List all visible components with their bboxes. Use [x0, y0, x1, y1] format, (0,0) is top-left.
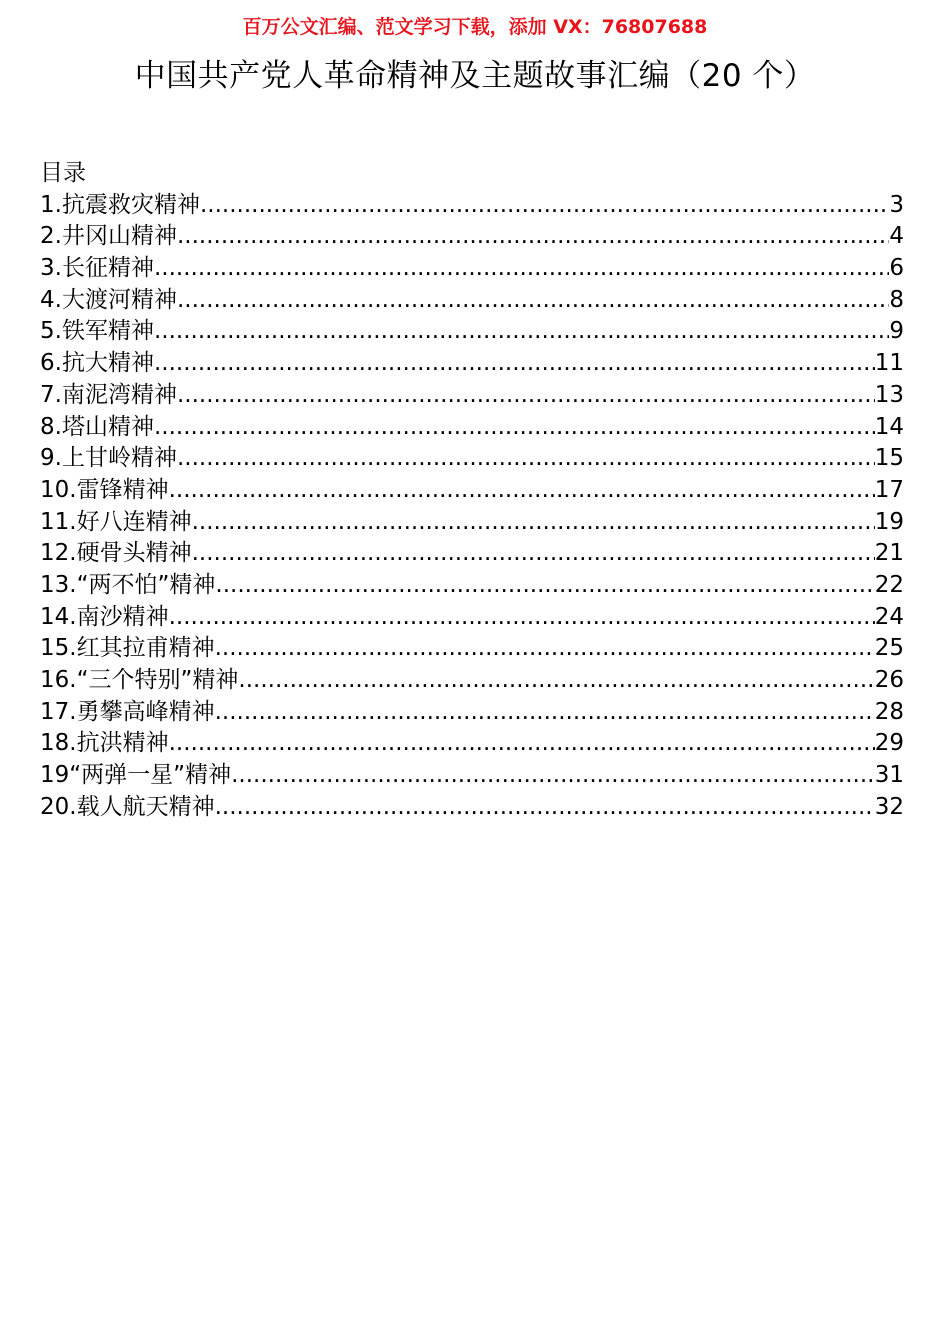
toc-dot-leader — [177, 443, 875, 475]
toc-page-number: 24 — [874, 603, 904, 630]
toc-entry-label: 15.红其拉甫精神 — [40, 635, 215, 662]
toc-page-number: 22 — [874, 571, 904, 598]
toc-entry[interactable] — [40, 443, 904, 475]
toc-page-number: 32 — [874, 793, 904, 820]
toc-entry-label: 7.南泥湾精神 — [40, 381, 177, 408]
toc-page-number: 17 — [874, 476, 904, 503]
table-of-contents — [40, 158, 904, 823]
toc-entry-label: 17.勇攀高峰精神 — [40, 698, 215, 725]
toc-dot-leader — [200, 190, 889, 222]
toc-dot-leader — [154, 412, 875, 444]
toc-entry-label: 10.雷锋精神 — [40, 476, 169, 503]
toc-entry-label: 8.塔山精神 — [40, 413, 154, 440]
toc-dot-leader — [177, 221, 889, 253]
toc-entry-label: 3.长征精神 — [40, 255, 154, 282]
toc-dot-leader — [154, 253, 889, 285]
toc-page-number: 26 — [874, 667, 904, 693]
toc-entry[interactable] — [40, 316, 904, 348]
toc-entry-label: 16.“三个特别”精神 — [40, 667, 239, 693]
toc-page-number: 28 — [874, 698, 904, 725]
toc-entry[interactable] — [40, 412, 904, 444]
toc-entry[interactable] — [40, 253, 904, 285]
toc-page-number: 14 — [874, 413, 904, 440]
toc-page-number: 31 — [874, 762, 904, 789]
toc-page-number: 15 — [874, 445, 904, 472]
toc-list — [40, 190, 904, 824]
toc-entry-label: 4.大渡河精神 — [40, 286, 177, 313]
toc-page-number: 13 — [874, 381, 904, 408]
toc-page-number: 19 — [874, 508, 904, 535]
toc-dot-leader — [192, 507, 875, 539]
toc-entry-label: 14.南沙精神 — [40, 603, 169, 630]
toc-page-number: 9 — [889, 318, 904, 345]
toc-entry[interactable] — [40, 380, 904, 412]
toc-dot-leader — [215, 697, 875, 729]
toc-dot-leader — [231, 760, 875, 792]
toc-dot-leader — [215, 570, 874, 602]
toc-entry[interactable] — [40, 792, 904, 824]
toc-dot-leader — [192, 538, 875, 570]
toc-entry-label: 18.抗洪精神 — [40, 730, 169, 757]
toc-entry-label: 20.载人航天精神 — [40, 793, 215, 820]
toc-entry-label: 19“两弹一星”精神 — [40, 762, 232, 789]
toc-entry-label: 2.井冈山精神 — [40, 223, 177, 250]
toc-entry[interactable] — [40, 760, 904, 792]
toc-dot-leader — [215, 633, 875, 665]
toc-dot-leader — [169, 475, 875, 507]
toc-dot-leader — [154, 348, 875, 380]
toc-page-number: 6 — [889, 255, 904, 282]
toc-entry[interactable] — [40, 665, 904, 697]
toc-page-number: 25 — [874, 635, 904, 662]
toc-entry-label: 9.上甘岭精神 — [40, 445, 177, 472]
toc-entry[interactable] — [40, 602, 904, 634]
watermark-banner: 百万公文汇编、范文学习下载，添加 VX：76807688 — [242, 16, 708, 38]
toc-entry[interactable] — [40, 728, 904, 760]
toc-dot-leader — [238, 665, 874, 697]
toc-page-number: 4 — [889, 223, 904, 250]
toc-entry[interactable] — [40, 538, 904, 570]
toc-entry-label: 11.好八连精神 — [40, 508, 192, 535]
toc-entry[interactable] — [40, 221, 904, 253]
toc-entry[interactable] — [40, 570, 904, 602]
toc-entry[interactable] — [40, 348, 904, 380]
toc-entry[interactable] — [40, 190, 904, 222]
toc-page-number: 21 — [874, 540, 904, 567]
toc-page-number: 3 — [889, 191, 904, 218]
toc-entry-label: 1.抗震救灾精神 — [40, 191, 200, 218]
toc-dot-leader — [169, 602, 875, 634]
toc-entry[interactable] — [40, 475, 904, 507]
toc-dot-leader — [177, 285, 889, 317]
toc-entry[interactable] — [40, 697, 904, 729]
toc-page-number: 29 — [874, 730, 904, 757]
toc-entry[interactable] — [40, 507, 904, 539]
toc-dot-leader — [169, 728, 875, 760]
toc-dot-leader — [154, 316, 889, 348]
toc-entry-label: 13.“两不怕”精神 — [40, 571, 216, 598]
toc-page-number: 11 — [874, 350, 904, 377]
toc-entry-label: 6.抗大精神 — [40, 350, 154, 377]
toc-heading: 目录 — [40, 160, 86, 186]
toc-dot-leader — [215, 792, 875, 824]
toc-dot-leader — [177, 380, 875, 412]
toc-entry[interactable] — [40, 633, 904, 665]
toc-entry[interactable] — [40, 285, 904, 317]
toc-entry-label: 5.铁军精神 — [40, 318, 154, 345]
document-title: 中国共产党人革命精神及主题故事汇编（20 个） — [134, 58, 816, 94]
toc-entry-label: 12.硬骨头精神 — [40, 540, 192, 567]
toc-page-number: 8 — [889, 286, 904, 313]
